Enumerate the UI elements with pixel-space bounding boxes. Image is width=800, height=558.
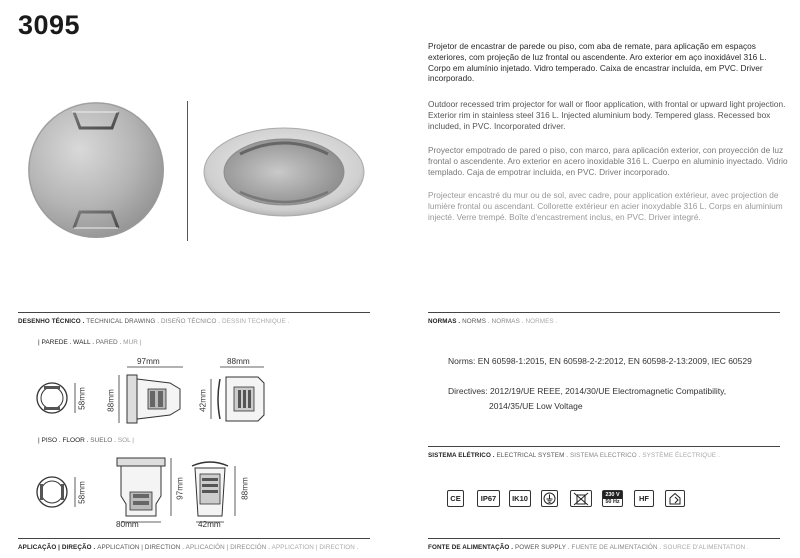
section-rule (428, 446, 780, 447)
ce-mark-icon: CE (447, 490, 464, 507)
floor-front-diameter: 58mm (77, 481, 87, 504)
floor-height: 97mm (175, 477, 185, 500)
section-rule (428, 538, 780, 539)
section-rule (18, 538, 370, 539)
ip67-icon: IP67 (477, 490, 500, 507)
floor-side-height: 88mm (240, 477, 250, 500)
floor-label: | PISO . FLOOR . SUELO . SOL | (38, 437, 134, 444)
description-en: Outdoor recessed trim projector for wall or floor application, with frontal or upward light projection. Exterior rim in stainless steel 316 L. Injected aluminium body. Tempered glass. Recessed box included, in PVC. Incorporated driver. (428, 99, 786, 131)
wall-drawings (30, 355, 280, 435)
hf-icon: HF (634, 490, 654, 507)
directives-line-2: 2014/35/UE Low Voltage (489, 401, 583, 411)
electrical-header: SISTEMA ELÉTRICO . ELECTRICAL SYSTEM . SISTEMA ELECTRICO . SYSTÈME ÉLECTRIQUE . (428, 452, 720, 459)
directives-line-1: Directives: 2012/19/UE REEE, 2014/30/UE Electromagnetic Compatibility, (448, 386, 727, 396)
weee-bin-icon (570, 490, 592, 507)
wall-width-top: 97mm (137, 357, 160, 366)
floor-side-bottom: 42mm (198, 520, 221, 529)
wall-side-height: 42mm (198, 389, 208, 412)
product-photo-angled (200, 122, 368, 218)
technical-drawing-header: DESENHO TÉCNICO . TECHNICAL DRAWING . DISEÑO TÉCNICO . DESSIN TECHNIQUE . (18, 318, 290, 325)
norms-header: NORMAS . NORMS . NORMAS . NORMES . (428, 318, 558, 325)
description-pt: Projetor de encastrar de parede ou piso, com aba de remate, para aplicação em espaços exteriores, com projeção de luz frontal ou ascendente. Aro exterior em aço inoxidável 316 L. Corpo em alumínio injetado. Vidro temperado. Caixa de encastrar incluída, em PVC. Driver incorporado. (428, 41, 767, 84)
section-rule (428, 312, 780, 313)
photo-divider (187, 101, 188, 241)
power-supply-header: FONTE DE ALIMENTAÇÃO . POWER SUPPLY . FUENTE DE ALIMENTACIÓN . SOURCE D'ALIMENTATION . (428, 544, 749, 551)
product-photo-front (26, 98, 166, 243)
description-fr: Projecteur encastré du mur ou de sol, avec cadre, pour application extérieur, avec projection de lumière frontal ou ascendant. Collorette extérieur en acier inoxydable 316 L. Corps en aluminium injecté. Verre trempé. Boîte d'encastrement inclus, en PVC. Driver integré. (428, 190, 783, 222)
section-rule (18, 312, 370, 313)
class-i-earth-icon (541, 490, 558, 507)
wall-front-diameter: 58mm (77, 387, 87, 410)
norms-list: Norms: EN 60598-1:2015, EN 60598-2-2:2012, EN 60598-2-13:2009, IEC 60529 (448, 356, 752, 366)
voltage-frequency-icon: 230 V 50 Hz (602, 490, 623, 507)
description-es: Proyector empotrado de pared o piso, con marco, para aplicación exterior, con proyección de luz frontal o ascendente. Aro exterior en acero inoxidable 316 L. Cuerpo en aluminio inyectado. Vidrio templado. Caja de empotrar incluida, en PVC. Driver incorporado. (428, 145, 788, 177)
wall-side-top: 88mm (227, 357, 250, 366)
floor-width-bottom: 80mm (116, 520, 139, 529)
application-header: APLICAÇÃO | DIREÇÃO . APPLICATION | DIRECTION . APLICACIÓN | DIRECCIÓN . APPLICATION | DIRECTION . (18, 544, 359, 551)
indoor-outdoor-icon (665, 490, 685, 507)
wall-label: | PAREDE . WALL . PARED . MUR | (38, 339, 142, 346)
ik10-icon: IK10 (509, 490, 531, 507)
wall-height: 88mm (106, 389, 116, 412)
product-code: 3095 (18, 10, 81, 40)
